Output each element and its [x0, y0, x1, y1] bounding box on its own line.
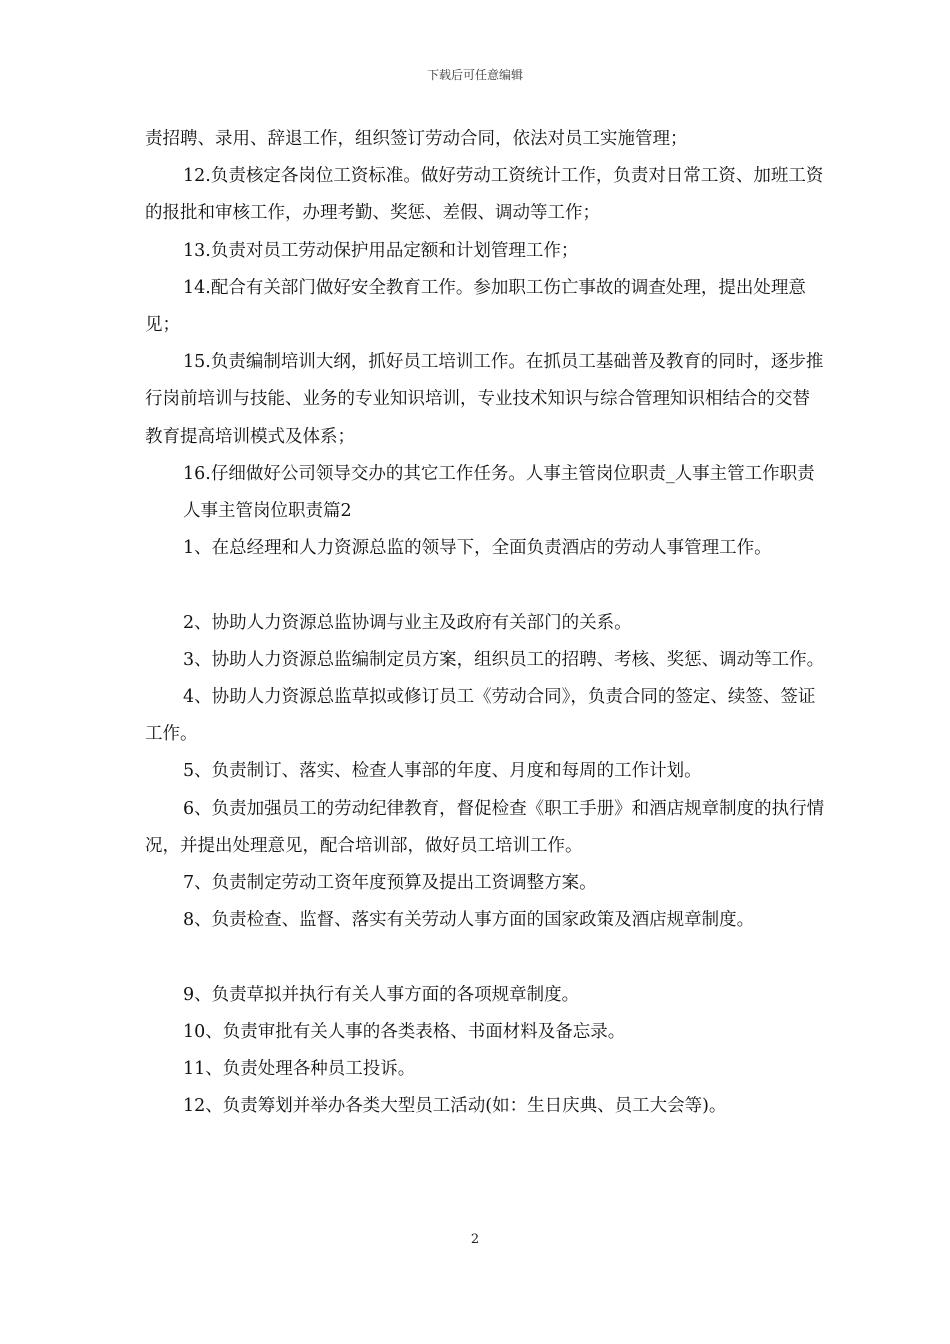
duty-item-3: 3、协助人力资源总监编制定员方案，组织员工的招聘、考核、奖惩、调动等工作。 [183, 649, 825, 670]
paragraph-item-16: 16.仔细做好公司领导交办的其它工作任务。人事主管岗位职责_人事主管工作职责 [183, 463, 815, 484]
paragraph-item-12: 12.负责核定各岗位工资标准。做好劳动工资统计工作，负责对日常工资、加班工资的报批和审核工作，办理考勤、奖惩、差假、调动等工作； [145, 166, 824, 224]
section-heading: 人事主管岗位职责篇2 [183, 501, 352, 522]
blank-line [145, 567, 825, 604]
document-body [145, 121, 825, 1125]
duty-item-12: 12、负责筹划并举办各类大型员工活动(如：生日庆典、员工大会等)。 [183, 1096, 727, 1117]
duty-item-5: 5、负责制订、落实、检查人事部的年度、月度和每周的工作计划。 [183, 761, 702, 782]
header-note: 下载后可任意编辑 [426, 68, 523, 82]
page-number: 2 [470, 1232, 480, 1247]
paragraph-item-13: 13.负责对员工劳动保护用品定额和计划管理工作； [183, 240, 579, 261]
duty-item-6: 6、负责加强员工的劳动纪律教育，督促检查《职工手册》和酒店规章制度的执行情况，并提出处理意见，配合培训部，做好员工培训工作。 [145, 798, 825, 856]
duty-item-8: 8、负责检查、监督、落实有关劳动人事方面的国家政策及酒店规章制度。 [183, 910, 755, 931]
duty-item-7: 7、负责制定劳动工资年度预算及提出工资调整方案。 [183, 873, 597, 894]
duty-item-9: 9、负责草拟并执行有关人事方面的各项规章制度。 [183, 984, 580, 1005]
duty-item-11: 11、负责处理各种员工投诉。 [183, 1059, 416, 1080]
duty-item-1: 1、在总经理和人力资源总监的领导下，全面负责酒店的劳动人事管理工作。 [183, 538, 772, 559]
duty-item-10: 10、负责审批有关人事的各类表格、书面材料及备忘录。 [183, 1021, 626, 1042]
duty-item-2: 2、协助人力资源总监协调与业主及政府有关部门的关系。 [183, 612, 632, 633]
paragraph-item-15: 15.负责编制培训大纲，抓好员工培训工作。在抓员工基础普及教育的同时，逐步推行岗前培训与技能、业务的专业知识培训，专业技术知识与综合管理知识相结合的交替教育提高培训模式及体系； [145, 352, 824, 447]
paragraph-item-14: 14.配合有关部门做好安全教育工作。参加职工伤亡事故的调查处理，提出处理意见； [145, 277, 806, 336]
duty-item-4: 4、协助人力资源总监草拟或修订员工《劳动合同》，负责合同的签定、续签、签证工作。 [145, 687, 816, 745]
blank-line [145, 939, 825, 976]
paragraph-continuation: 责招聘、录用、辞退工作，组织签订劳动合同，依法对员工实施管理； [145, 129, 688, 149]
